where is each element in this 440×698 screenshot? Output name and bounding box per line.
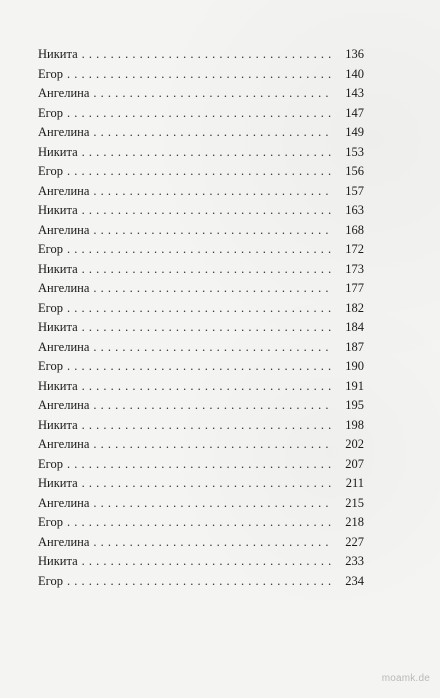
toc-entry-name: Ангелина (38, 222, 90, 237)
toc-entry-name: Ангелина (38, 281, 90, 295)
toc-entry-page: 190 (345, 359, 364, 373)
toc-entry-name: Ангелина (38, 495, 90, 510)
toc-entry-name: Никита (38, 320, 78, 334)
dot-leader (82, 377, 333, 397)
dot-leader (82, 260, 333, 280)
dot-leader (93, 221, 333, 241)
toc-entry-name: Ангелина (38, 534, 90, 549)
toc-entry (38, 338, 364, 358)
toc-entry (38, 182, 364, 202)
toc-entry (38, 357, 364, 377)
toc-entry-name: Ангелина (38, 398, 90, 412)
dot-leader (67, 455, 333, 475)
toc-entry-name: Ангелина (38, 339, 90, 354)
toc-entry-name: Никита (38, 476, 78, 490)
toc-entry-page: 149 (345, 125, 364, 139)
toc-entry (38, 104, 364, 124)
toc-entry (38, 279, 364, 299)
toc-entry (38, 45, 364, 65)
toc-entry-page: 218 (345, 515, 364, 529)
toc-entry-name: Егор (38, 164, 63, 178)
dot-leader (93, 396, 333, 416)
toc-entry-page: 143 (345, 86, 364, 100)
toc-entry-name: Ангелина (38, 86, 90, 100)
toc-entry (38, 494, 364, 514)
toc-entry-name: Никита (38, 203, 78, 217)
toc-entry (38, 201, 364, 221)
dot-leader (93, 494, 333, 514)
toc-entry-page: 153 (345, 144, 364, 159)
toc-entry-name: Никита (38, 417, 78, 432)
toc-entry-page: 195 (345, 398, 364, 412)
toc-entry (38, 123, 364, 143)
dot-leader (67, 299, 333, 319)
dot-leader (82, 318, 333, 338)
dot-leader (82, 552, 333, 572)
toc-entry-page: 234 (345, 573, 364, 588)
toc-entry (38, 84, 364, 104)
toc-entry (38, 572, 364, 592)
toc-entry-page: 177 (345, 281, 364, 295)
dot-leader (93, 182, 333, 202)
dot-leader (67, 240, 333, 260)
toc-entry-page: 211 (345, 476, 364, 490)
table-of-contents (38, 45, 364, 591)
toc-entry-name: Егор (38, 242, 63, 256)
toc-entry-name: Никита (38, 261, 78, 276)
toc-entry-page: 168 (345, 222, 364, 237)
toc-entry (38, 474, 364, 494)
watermark: moamk.de (381, 673, 430, 684)
toc-entry-page: 207 (345, 456, 364, 471)
dot-leader (67, 357, 333, 377)
toc-entry (38, 455, 364, 475)
dot-leader (82, 143, 333, 163)
dot-leader (93, 338, 333, 358)
toc-entry-name: Егор (38, 573, 63, 588)
toc-entry-name: Ангелина (38, 125, 90, 139)
toc-entry (38, 552, 364, 572)
toc-entry-name: Егор (38, 66, 63, 81)
toc-entry (38, 435, 364, 455)
toc-entry (38, 143, 364, 163)
toc-entry (38, 377, 364, 397)
toc-entry-name: Ангелина (38, 437, 90, 451)
toc-entry-page: 172 (345, 242, 364, 256)
toc-entry-page: 184 (345, 320, 364, 334)
dot-leader (82, 416, 333, 436)
toc-entry-name: Егор (38, 300, 63, 315)
toc-entry-page: 140 (345, 66, 364, 81)
toc-entry-page: 233 (345, 554, 364, 568)
toc-entry-name: Никита (38, 378, 78, 393)
toc-entry (38, 416, 364, 436)
toc-entry (38, 65, 364, 85)
dot-leader (82, 474, 333, 494)
toc-entry-name: Ангелина (38, 183, 90, 198)
toc-entry-page: 136 (345, 47, 364, 61)
toc-entry-page: 157 (345, 183, 364, 198)
dot-leader (67, 104, 333, 124)
toc-entry-page: 198 (345, 417, 364, 432)
dot-leader (93, 279, 333, 299)
toc-entry-name: Егор (38, 359, 63, 373)
toc-entry (38, 396, 364, 416)
toc-entry-page: 163 (345, 203, 364, 217)
toc-entry (38, 533, 364, 553)
toc-entry-page: 202 (345, 437, 364, 451)
dot-leader (82, 45, 333, 65)
toc-entry (38, 299, 364, 319)
toc-entry-page: 215 (345, 495, 364, 510)
toc-entry (38, 318, 364, 338)
toc-entry-name: Егор (38, 105, 63, 120)
toc-entry (38, 162, 364, 182)
dot-leader (93, 84, 333, 104)
toc-entry-page: 187 (345, 339, 364, 354)
toc-entry-page: 191 (345, 378, 364, 393)
toc-entry-name: Никита (38, 144, 78, 159)
toc-entry-name: Егор (38, 515, 63, 529)
toc-entry (38, 240, 364, 260)
toc-entry-name: Никита (38, 554, 78, 568)
toc-entry (38, 260, 364, 280)
toc-entry-name: Никита (38, 47, 78, 61)
dot-leader (67, 65, 333, 85)
toc-entry-name: Егор (38, 456, 63, 471)
toc-entry-page: 182 (345, 300, 364, 315)
toc-entry-page: 156 (345, 164, 364, 178)
dot-leader (67, 513, 333, 533)
toc-entry-page: 173 (345, 261, 364, 276)
dot-leader (93, 533, 333, 553)
dot-leader (93, 123, 333, 143)
dot-leader (82, 201, 333, 221)
toc-entry (38, 221, 364, 241)
dot-leader (67, 162, 333, 182)
dot-leader (93, 435, 333, 455)
toc-entry-page: 227 (345, 534, 364, 549)
toc-entry-page: 147 (345, 105, 364, 120)
toc-entry (38, 513, 364, 533)
dot-leader (67, 572, 333, 592)
